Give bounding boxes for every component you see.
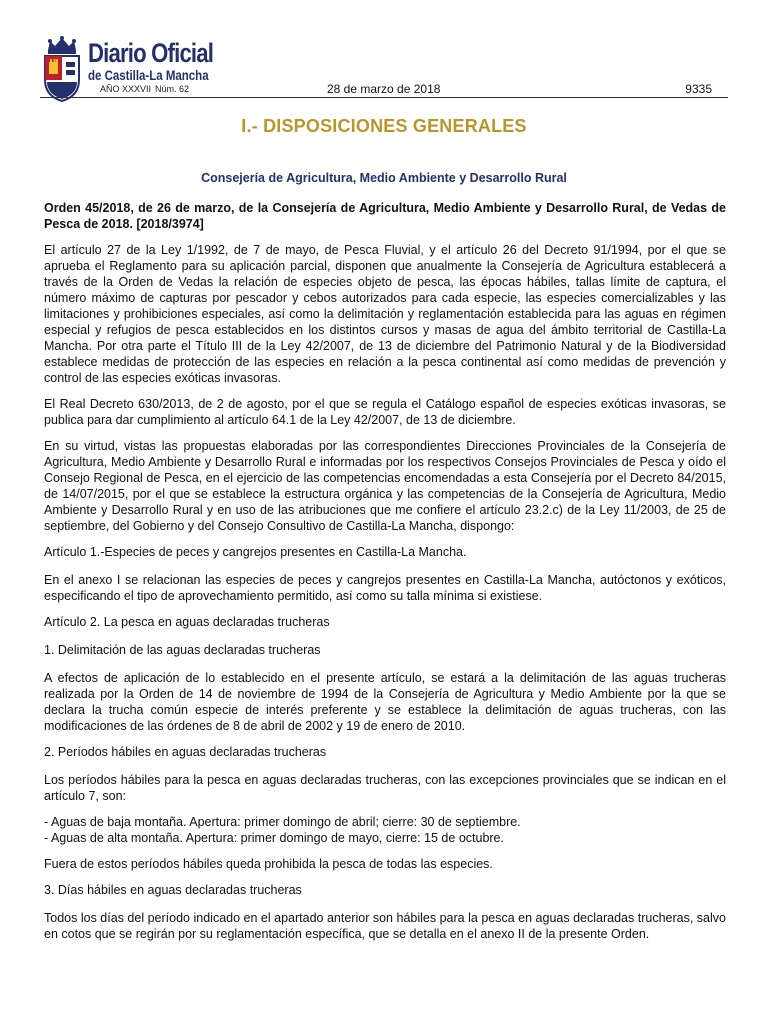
issue-number: Núm. 62 — [155, 84, 190, 94]
article-1-heading: Artículo 1.-Especies de peces y cangrejos presentes en Castilla-La Mancha. — [44, 545, 467, 559]
brand-subtitle: de Castilla-La Mancha — [88, 67, 209, 83]
ministry-name: Consejería de Agricultura, Medio Ambiente y Desarrollo Rural — [201, 171, 567, 185]
coat-of-arms-icon — [42, 36, 82, 102]
header-divider — [40, 97, 728, 98]
list-item: - Aguas de baja montaña. Apertura: primer domingo de abril; cierre: 30 de septiembre. — [44, 815, 521, 829]
subsection-3-heading: 3. Días hábiles en aguas declaradas trucheras — [44, 883, 302, 897]
subsection-1-heading: 1. Delimitación de las aguas declaradas trucheras — [44, 643, 321, 657]
publication-date: 28 de marzo de 2018 — [327, 82, 441, 96]
order-title: Orden 45/2018, de 26 de marzo, de la Consejería de Agricultura, Medio Ambiente y Desarrollo Rural, de Vedas de Pesca de 2018. [2018/3974] — [44, 201, 726, 231]
paragraph-periodos: Los períodos hábiles para la pesca en aguas declaradas trucheras, con las excepciones provinciales que se indican en el artículo 7, son: — [44, 773, 726, 803]
paragraph-anexo-i: En el anexo I se relacionan las especies de peces y cangrejos presentes en Castilla-La Mancha, autóctonos y exóticos, especificando el tipo de aprovechamiento permitido, así como su talla mínima si existiese. — [44, 573, 726, 603]
list-item: - Aguas de alta montaña. Apertura: primer domingo de mayo, cierre: 15 de octubre. — [44, 831, 504, 845]
paragraph-intro: El artículo 27 de la Ley 1/1992, de 7 de mayo, de Pesca Fluvial, y el artículo 26 del Decreto 91/1994, por el que se aprueba el Reglamento para su aplicación parcial, disponen que anualmente la Consejería de Agricultura establecerá a través de la Orden de Vedas la relación de especies objeto de pesca, las épocas hábiles, tallas límite de captura, el número máximo de capturas por pescador y cebos autorizados para cada especie, las especies comercializables y las limitaciones y prohibiciones especiales, así como la delimitación y reglamentación establecida para las aguas en régimen especial y refugios de pesca establecidos en los distintos cursos y masas de agua del ámbito territorial de Castilla-La Mancha. Por otra parte el Título III de la Ley 42/2007, de 13 de diciembre del Patrimonio Natural y de la Biodiversidad establece medidas de protección de las especies en relación a la pesca continental así como medidas de prevención y control de las especies exóticas invasoras. — [44, 243, 726, 385]
article-2-heading: Artículo 2. La pesca en aguas declaradas trucheras — [44, 615, 330, 629]
paragraph-real-decreto: El Real Decreto 630/2013, de 2 de agosto, por el que se regula el Catálogo español de especies exóticas invasoras, se publica para dar cumplimiento al artículo 64.1 de la Ley 42/2007, de 13 de diciembre. — [44, 397, 726, 427]
subsection-2-heading: 2. Períodos hábiles en aguas declaradas trucheras — [44, 745, 327, 759]
paragraph-en-su-virtud: En su virtud, vistas las propuestas elaboradas por las correspondientes Direcciones Provinciales de la Consejería de Agricultura, Medio Ambiente y Desarrollo Rural e informadas por los respectivos Consejos Provinciales de Pesca y oído el Consejo Regional de Pesca, en el ejercicio de las competencias encomendadas a esta Consejería por el Decreto 84/2015, de 14/07/2015, por el que se establece la estructura orgánica y las competencias de la Consejería de Agricultura, Medio Ambiente y Desarrollo Rural y en uso de las atribuciones que me confiere el artículo 23.2.c) de la Ley 11/2003, de 25 de septiembre, del Gobierno y del Consejo Consultivo de Castilla-La Mancha, dispongo: — [44, 439, 726, 533]
paragraph-delimitacion: A efectos de aplicación de lo establecido en el presente artículo, se estará a la delimitación de las aguas trucheras realizada por la Orden de 14 de noviembre de 1994 de la Consejería de Agricultura y Medio Ambiente por la que se declara la trucha común especie de interés preferente y se establece la delimitación de aguas trucheras, con las modificaciones de las órdenes de 8 de abril de 2002 y 19 de enero de 2010. — [44, 671, 726, 733]
page-number: 9335 — [685, 82, 712, 96]
section-title: I.- DISPOSICIONES GENERALES — [241, 116, 527, 136]
issue-info — [100, 84, 189, 94]
masthead — [40, 36, 730, 106]
brand-title: Diario Oficial — [88, 38, 214, 68]
paragraph-fuera: Fuera de estos períodos hábiles queda prohibida la pesca de todas las especies. — [44, 857, 493, 871]
paragraph-dias-habiles: Todos los días del período indicado en el apartado anterior son hábiles para la pesca en aguas declaradas trucheras, salvo en cotos que se regirán por su reglamentación específica, que se detalla en el anexo II de la presente Orden. — [44, 911, 726, 941]
document-body — [44, 200, 726, 952]
issue-year: AÑO XXXVII — [100, 84, 152, 94]
